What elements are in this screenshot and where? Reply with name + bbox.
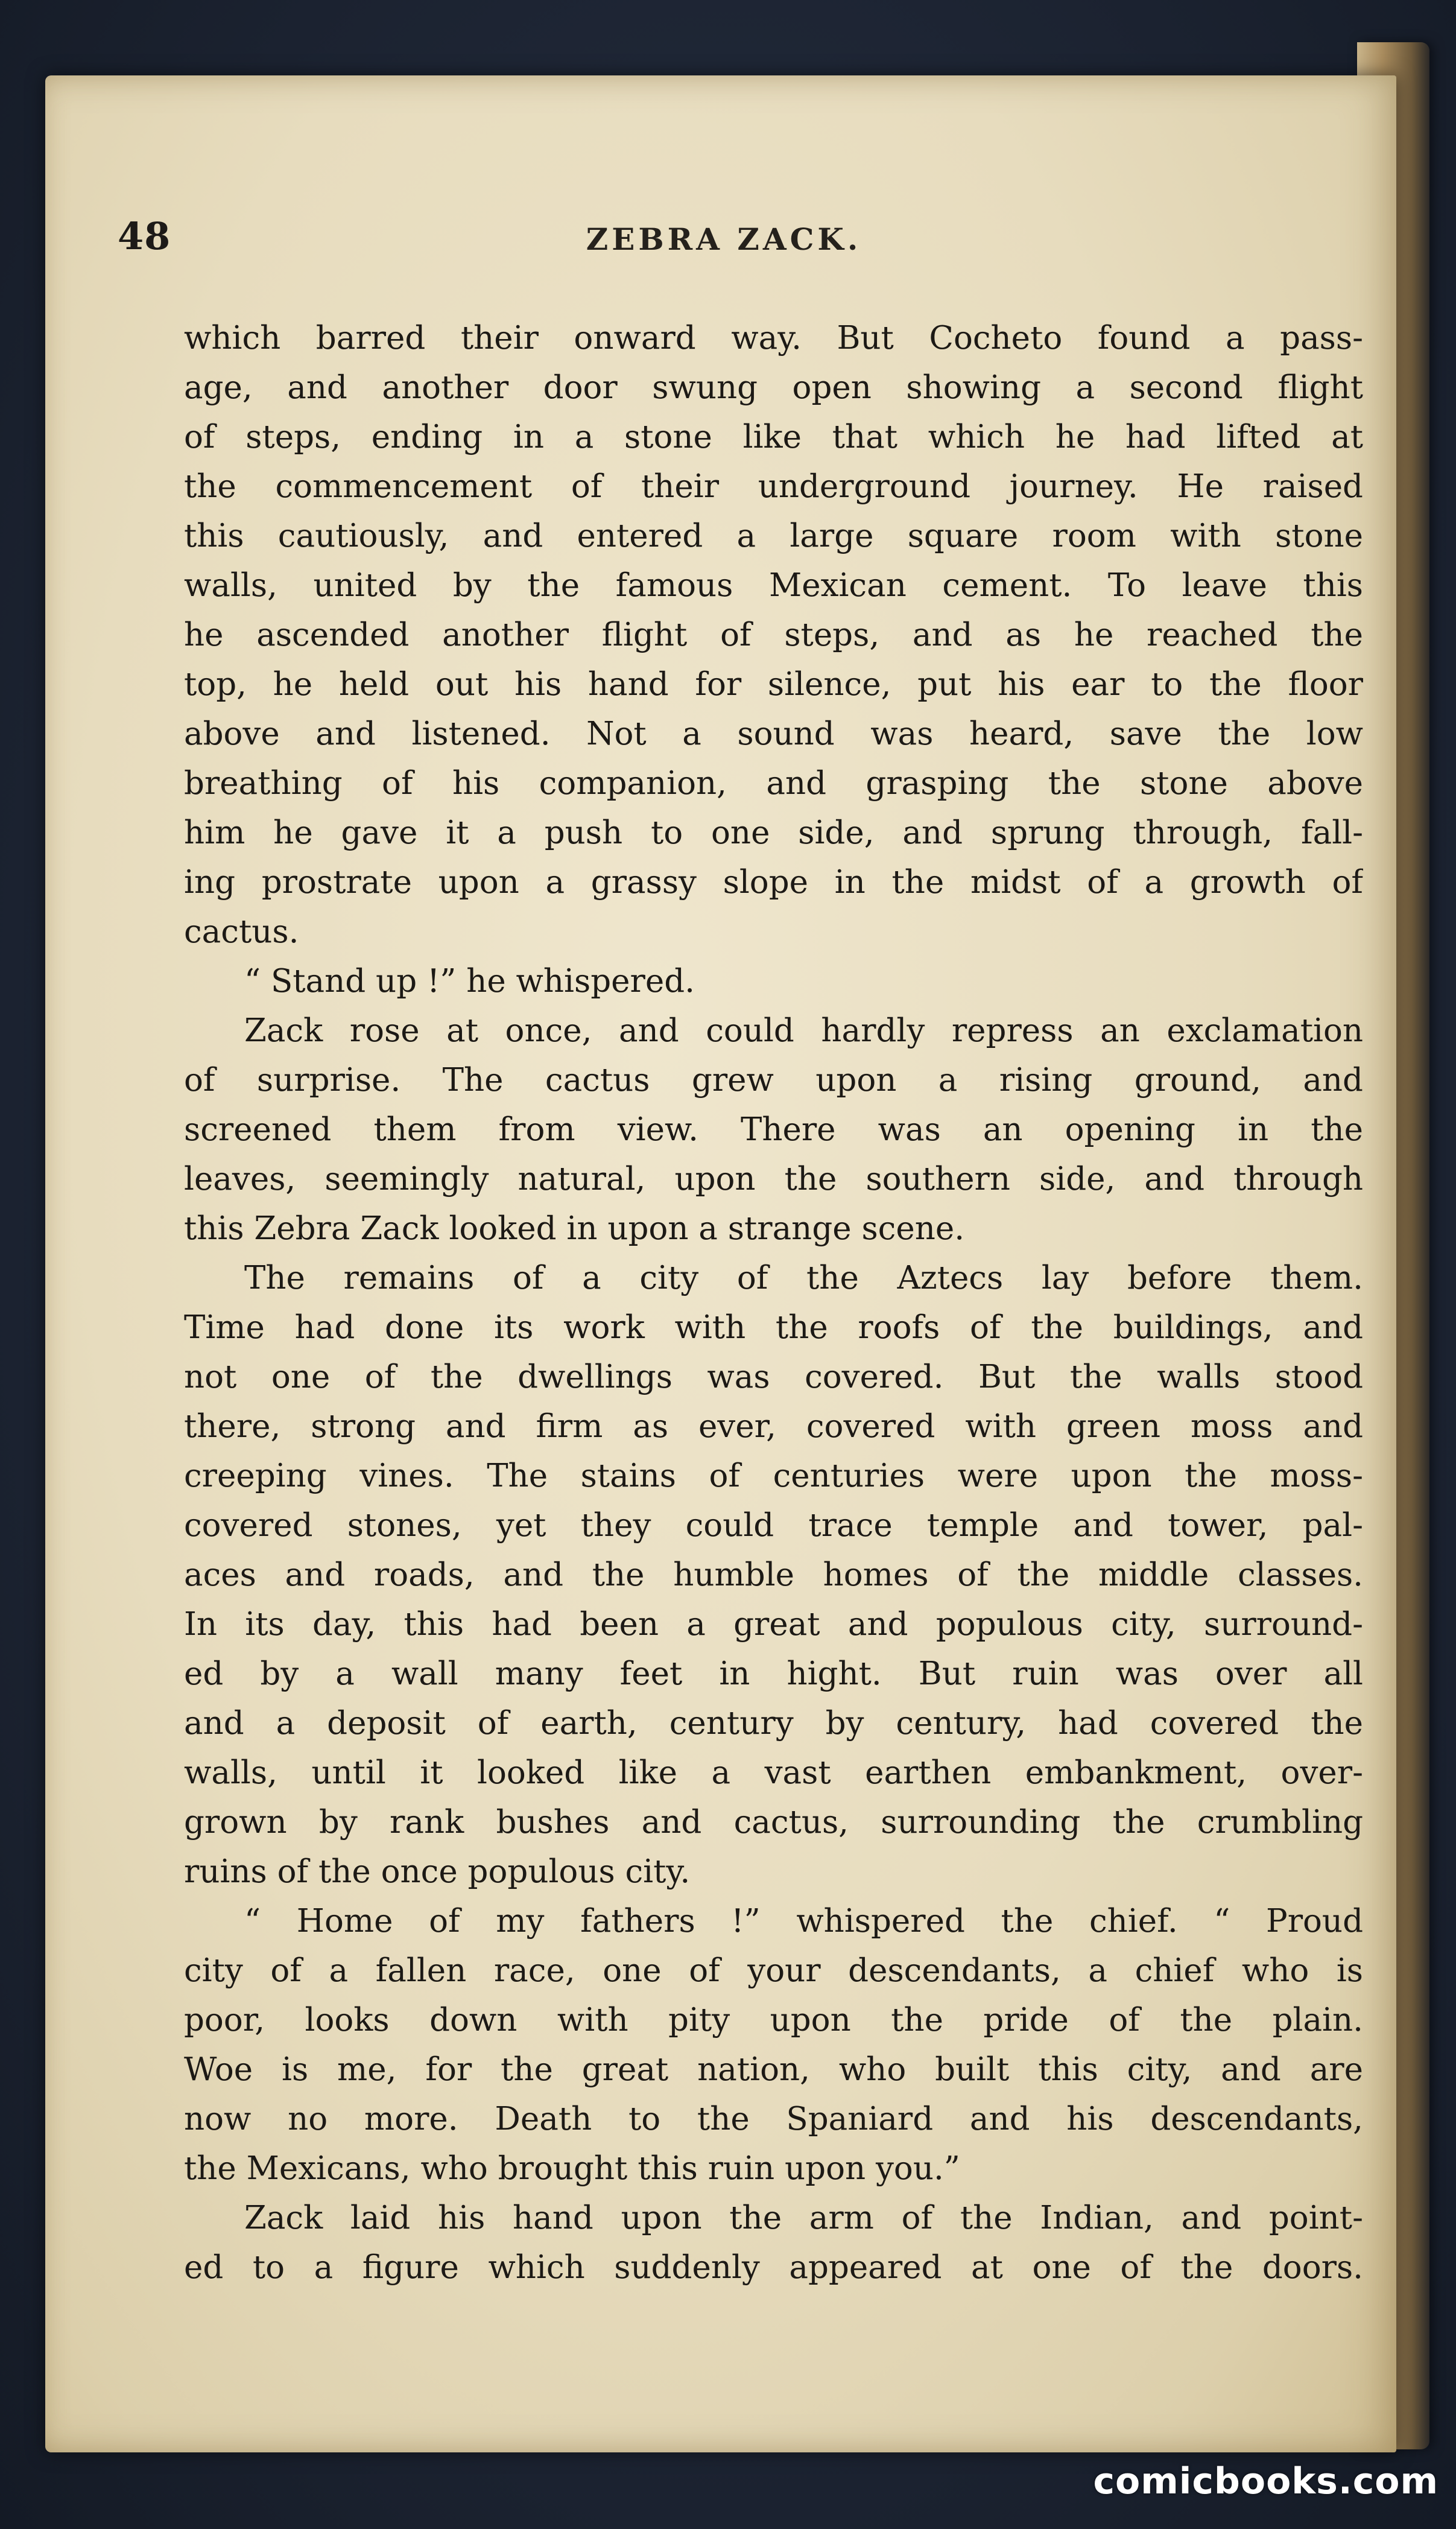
site-watermark: comicbooks.com bbox=[1093, 2460, 1439, 2502]
text-line: walls, united by the famous Mexican cement. To leave this bbox=[184, 567, 1363, 604]
text-line: grown by rank bushes and cactus, surrounding the crumbling bbox=[184, 1804, 1363, 1841]
running-head: ZEBRA ZACK. bbox=[586, 221, 862, 257]
text-line: this Zebra Zack looked in upon a strange scene. bbox=[184, 1210, 965, 1247]
text-line: the commencement of their underground journey. He raised bbox=[184, 468, 1363, 505]
text-line: above and listened. Not a sound was heard, save the low bbox=[184, 716, 1363, 752]
text-line: The remains of a city of the Aztecs lay before them. bbox=[244, 1260, 1363, 1296]
text-line: breathing of his companion, and grasping the stone above bbox=[184, 765, 1363, 802]
page-header bbox=[118, 214, 1330, 268]
text-line: ed to a figure which suddenly appeared at one of the doors. bbox=[184, 2249, 1363, 2286]
text-line: Time had done its work with the roofs of the buildings, and bbox=[184, 1309, 1363, 1346]
text-line: of surprise. The cactus grew upon a rising ground, and bbox=[184, 1062, 1363, 1099]
text-line: In its day, this had been a great and populous city, surround- bbox=[184, 1606, 1363, 1643]
text-line: leaves, seemingly natural, upon the southern side, and through bbox=[184, 1161, 1363, 1198]
text-line: not one of the dwellings was covered. But the walls stood bbox=[184, 1359, 1363, 1395]
text-line: top, he held out his hand for silence, put his ear to the floor bbox=[184, 666, 1363, 703]
page-number: 48 bbox=[118, 214, 171, 258]
text-line: age, and another door swung open showing a second flight bbox=[184, 369, 1363, 406]
text-line: ruins of the once populous city. bbox=[184, 1853, 691, 1890]
text-line: screened them from view. There was an opening in the bbox=[184, 1111, 1363, 1148]
text-line: there, strong and firm as ever, covered with green moss and bbox=[184, 1408, 1363, 1445]
text-line: now no more. Death to the Spaniard and his descendants, bbox=[184, 2101, 1363, 2137]
text-line: “ Stand up !” he whispered. bbox=[244, 963, 695, 1000]
text-line: ing prostrate upon a grassy slope in the midst of a growth of bbox=[184, 864, 1363, 901]
page-body-text bbox=[184, 314, 1363, 2293]
text-line: Zack rose at once, and could hardly repress an exclamation bbox=[244, 1012, 1363, 1049]
text-line: he ascended another flight of steps, and as he reached the bbox=[184, 617, 1363, 653]
text-line: cactus. bbox=[184, 913, 299, 950]
text-line: poor, looks down with pity upon the pride of the plain. bbox=[184, 2002, 1363, 2039]
text-line: which barred their onward way. But Cocheto found a pass- bbox=[184, 320, 1363, 357]
text-line: walls, until it looked like a vast earthen embankment, over- bbox=[184, 1754, 1363, 1791]
text-line: covered stones, yet they could trace temple and tower, pal- bbox=[184, 1507, 1363, 1544]
text-line: Woe is me, for the great nation, who built this city, and are bbox=[184, 2051, 1363, 2088]
text-line: of steps, ending in a stone like that which he had lifted at bbox=[184, 419, 1363, 455]
text-line: “ Home of my fathers !” whispered the chief. “ Proud bbox=[244, 1903, 1363, 1940]
text-line: city of a fallen race, one of your descendants, a chief who is bbox=[184, 1952, 1363, 1989]
text-line: creeping vines. The stains of centuries were upon the moss- bbox=[184, 1458, 1363, 1494]
text-line: aces and roads, and the humble homes of the middle classes. bbox=[184, 1556, 1363, 1593]
text-line: ed by a wall many feet in hight. But ruin was over all bbox=[184, 1655, 1363, 1692]
text-line: the Mexicans, who brought this ruin upon you.” bbox=[184, 2150, 960, 2187]
text-line: and a deposit of earth, century by century, had covered the bbox=[184, 1705, 1363, 1742]
text-line: this cautiously, and entered a large square room with stone bbox=[184, 518, 1363, 554]
text-line: him he gave it a push to one side, and sprung through, fall- bbox=[184, 814, 1363, 851]
text-line: Zack laid his hand upon the arm of the Indian, and point- bbox=[244, 2200, 1363, 2236]
